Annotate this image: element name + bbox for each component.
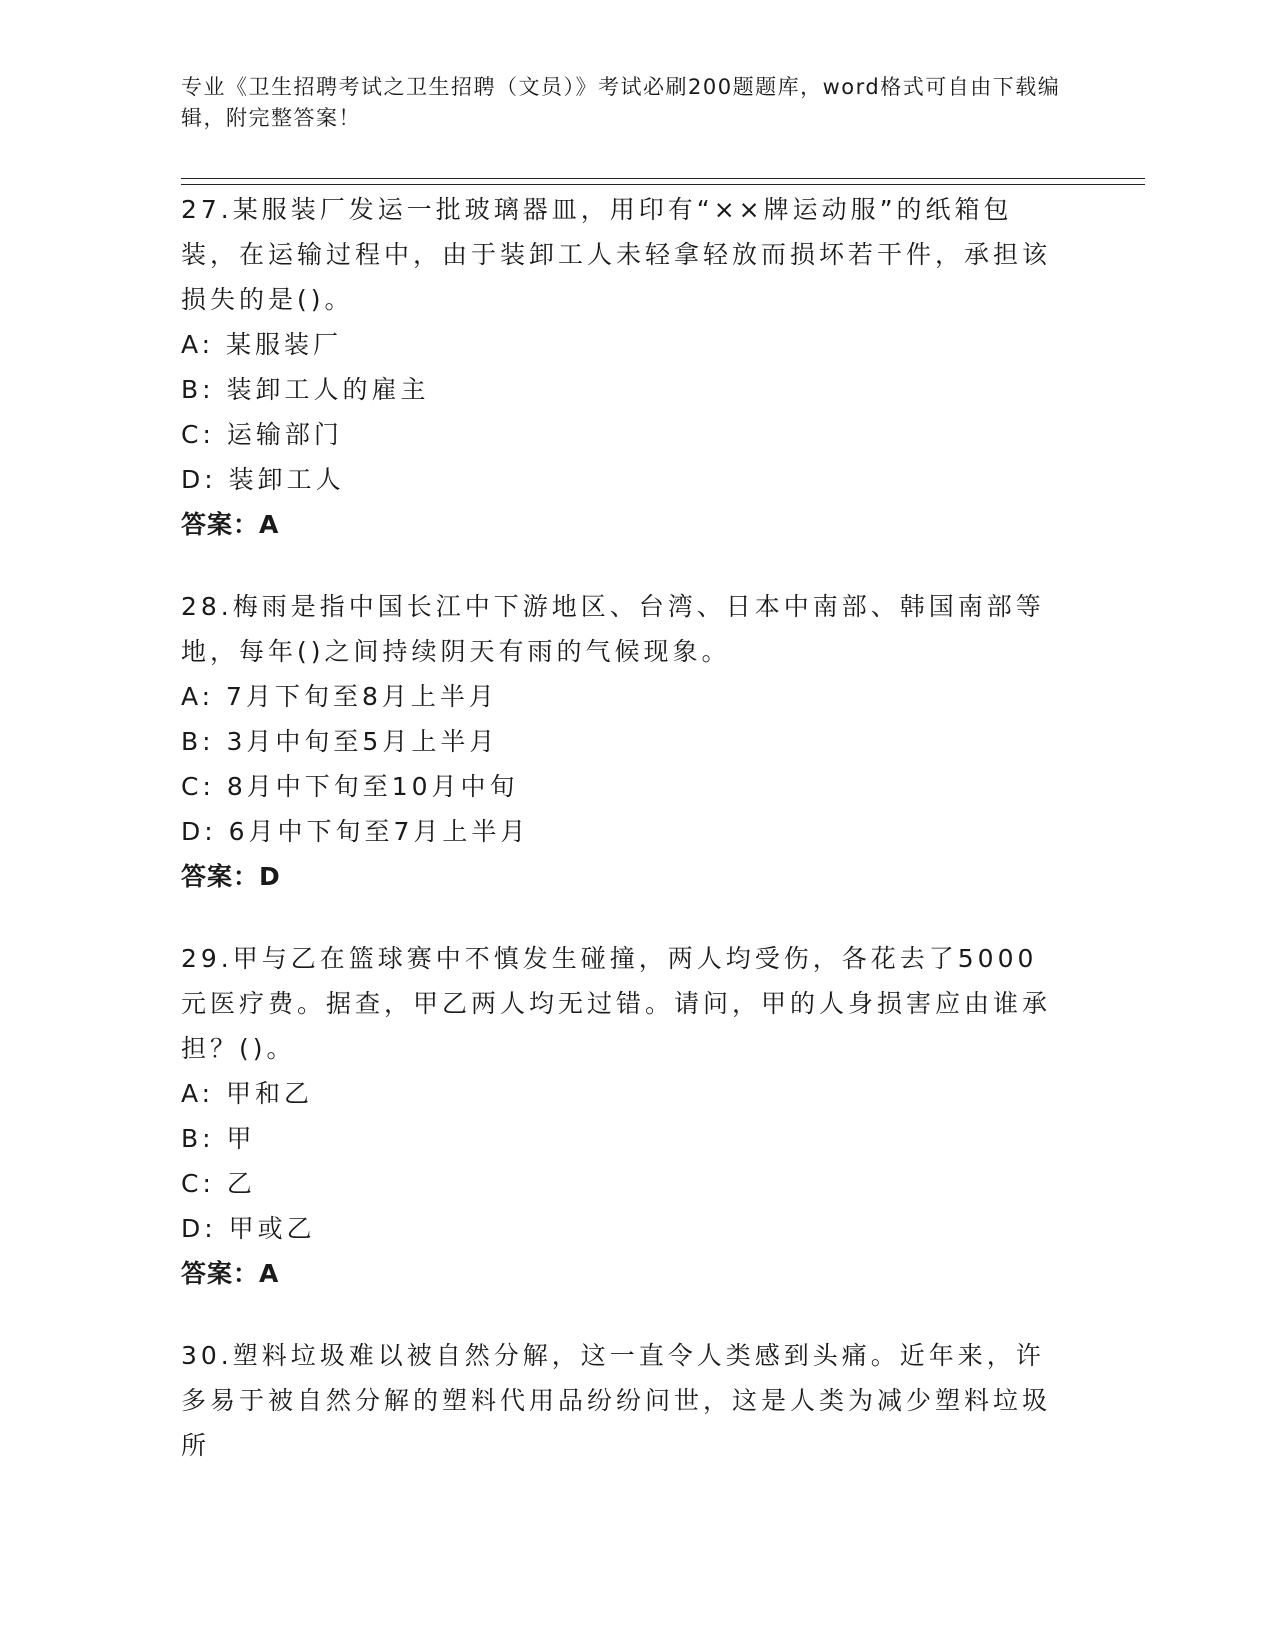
option-a: A: 7月下旬至8月上半月 [181,682,498,711]
header-divider-bottom [181,184,1145,185]
option-a: A: 某服装厂 [181,330,343,359]
option-d: D: 6月中下旬至7月上半月 [181,817,530,846]
question-30 [181,1333,1061,1468]
option-b: B: 3月中旬至5月上半月 [181,727,499,756]
question-29 [181,936,1061,1296]
answer-label: 答案：A [181,1259,280,1288]
answer-label: 答案：A [181,510,280,539]
question-list [181,187,1061,1505]
question-text: 30.塑料垃圾难以被自然分解，这一直令人类感到头痛。近年来，许多易于被自然分解的塑料代用品纷纷问世，这是人类为减少塑料垃圾所 [181,1341,1052,1460]
option-c: C: 8月中下旬至10月中旬 [181,772,519,801]
option-b: B: 装卸工人的雇主 [181,375,430,404]
header-divider-top [181,178,1145,179]
option-c: C: 乙 [181,1169,256,1198]
option-b: B: 甲 [181,1124,256,1153]
question-28 [181,584,1061,899]
option-a: A: 甲和乙 [181,1079,314,1108]
answer-label: 答案：D [181,862,281,891]
option-d: D: 甲或乙 [181,1214,316,1243]
question-text: 29.甲与乙在篮球赛中不慎发生碰撞，两人均受伤，各花去了5000元医疗费。据查，甲乙两人均无过错。请问，甲的人身损害应由谁承担？()。 [181,944,1052,1063]
option-d: D: 装卸工人 [181,465,345,494]
document-header: 专业《卫生招聘考试之卫生招聘（文员）》考试必刷200题题库，word格式可自由下载编辑，附完整答案！ [181,75,1061,130]
question-text: 27.某服装厂发运一批玻璃器皿，用印有“××牌运动服”的纸箱包装，在运输过程中，由于装卸工人未轻拿轻放而损坏若干件，承担该损失的是()。 [181,195,1052,314]
question-27 [181,187,1061,547]
question-text: 28.梅雨是指中国长江中下游地区、台湾、日本中南部、韩国南部等地，每年()之间持续阴天有雨的气候现象。 [181,592,1045,666]
option-c: C: 运输部门 [181,420,343,449]
